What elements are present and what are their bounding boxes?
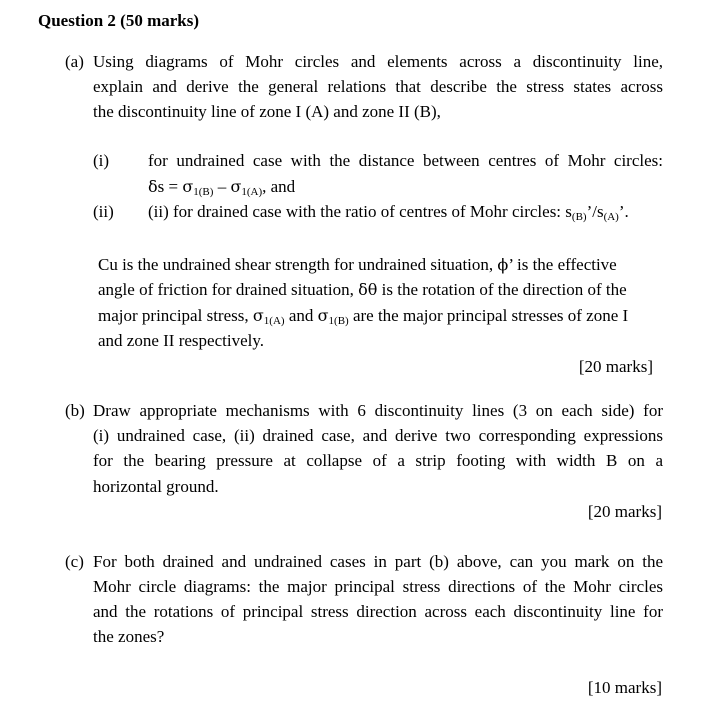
note-segment: and bbox=[284, 306, 318, 325]
note-segment: major principal stress, bbox=[98, 306, 253, 325]
item-ii-text bbox=[148, 201, 629, 223]
sigma-symbol: σ bbox=[252, 306, 264, 325]
part-c-line-1: For both drained and undrained cases in part (b) above, can you mark on the bbox=[93, 552, 663, 571]
part-c-line-3: and the rotations of principal stress direction across each discontinuity line for bbox=[93, 602, 663, 621]
phi-symbol: ϕ bbox=[497, 255, 509, 274]
item-ii-main: (ii) for drained case with the ratio of centres of Mohr circles: s bbox=[148, 202, 572, 221]
subscript: 1(B) bbox=[193, 186, 214, 198]
part-a-line-3: the discontinuity line of zone I (A) and zone II (B), bbox=[93, 102, 441, 121]
note-line-4: and zone II respectively. bbox=[98, 331, 264, 350]
sigma-symbol: σ bbox=[317, 306, 329, 325]
note-text bbox=[98, 254, 617, 276]
formula-tail: , and bbox=[262, 177, 296, 196]
part-b-line-1: Draw appropriate mechanisms with 6 discontinuity lines (3 on each side) for bbox=[93, 401, 663, 420]
minus-sign: – bbox=[213, 177, 231, 196]
sigma-symbol: σ bbox=[182, 177, 194, 196]
note-line-3 bbox=[98, 305, 628, 327]
part-c-label: (c) bbox=[65, 552, 84, 571]
item-ii-end: ’. bbox=[618, 202, 629, 221]
delta-symbol: δ bbox=[148, 177, 158, 196]
part-b-line-2: (i) undrained case, (ii) drained case, and derive two corresponding expressions bbox=[93, 426, 663, 445]
part-c-marks: [10 marks] bbox=[587, 678, 662, 697]
formula-s: s = bbox=[157, 177, 183, 196]
delta-theta-symbol: δθ bbox=[358, 280, 378, 299]
part-b-line-3: for the bearing pressure at collapse of a strip footing with width B on a bbox=[93, 451, 663, 470]
note-line-1 bbox=[98, 254, 663, 276]
part-a-label: (a) bbox=[65, 52, 84, 71]
item-i-label: (i) bbox=[93, 151, 110, 170]
subscript: (A) bbox=[603, 211, 619, 223]
note-segment: Cu is the undrained shear strength for undrained situation, bbox=[98, 255, 498, 274]
note-segment: is the rotation of the direction of the bbox=[377, 280, 627, 299]
part-b-marks: [20 marks] bbox=[587, 502, 662, 521]
subscript: 1(B) bbox=[328, 315, 349, 327]
note-segment: are the major principal stresses of zone I bbox=[348, 306, 629, 325]
sigma-symbol: σ bbox=[230, 177, 242, 196]
subscript: 1(A) bbox=[263, 315, 285, 327]
item-i-formula bbox=[148, 176, 295, 198]
part-a-marks: [20 marks] bbox=[578, 357, 653, 376]
note-line-2 bbox=[98, 279, 627, 301]
part-a-line-2: explain and derive the general relations that describe the stress states across bbox=[93, 77, 663, 96]
part-b-label: (b) bbox=[65, 401, 85, 420]
note-segment: ’ is the effective bbox=[508, 255, 617, 274]
subscript: 1(A) bbox=[241, 186, 263, 198]
note-segment: angle of friction for drained situation, bbox=[98, 280, 359, 299]
item-ii-mid: ’/s bbox=[586, 202, 604, 221]
subscript: (B) bbox=[571, 211, 587, 223]
question-title: Question 2 (50 marks) bbox=[38, 11, 200, 30]
part-a-line-1: Using diagrams of Mohr circles and elements across a discontinuity line, bbox=[93, 52, 663, 71]
part-c-line-2: Mohr circle diagrams: the major principal stress directions of the Mohr circles bbox=[93, 577, 663, 596]
item-ii-label: (ii) bbox=[93, 202, 114, 221]
part-b-line-4: horizontal ground. bbox=[93, 477, 219, 496]
part-c-line-4: the zones? bbox=[93, 627, 165, 646]
item-i-line-1: for undrained case with the distance between centres of Mohr circles: bbox=[148, 151, 663, 170]
